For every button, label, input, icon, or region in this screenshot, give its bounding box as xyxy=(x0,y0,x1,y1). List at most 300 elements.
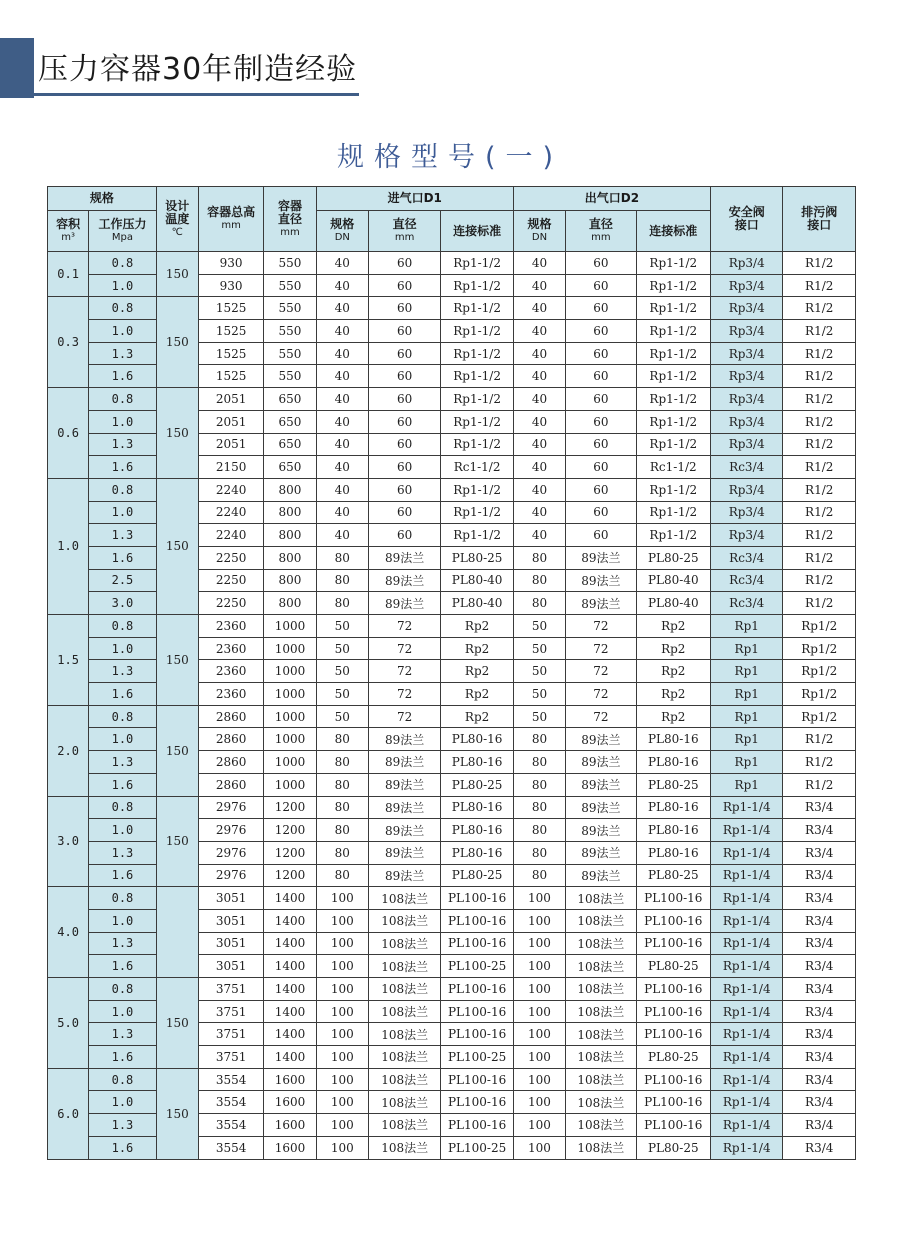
inlet-bore-cell: 60 xyxy=(368,365,440,388)
outlet-dn-cell: 80 xyxy=(513,546,565,569)
table-row xyxy=(48,887,856,910)
design-temp-cell: 150 xyxy=(156,1068,198,1159)
inlet-bore-cell: 60 xyxy=(368,501,440,524)
head-pressure-unit: Mpa xyxy=(111,232,134,243)
outlet-bore-cell: 89法兰 xyxy=(566,592,636,615)
drain-valve-cell: R1/2 xyxy=(783,365,856,388)
inlet-bore-cell: 60 xyxy=(368,433,440,456)
outlet-conn-cell: PL100-16 xyxy=(636,978,710,1001)
vessel-diameter-cell: 800 xyxy=(264,478,316,501)
pressure-cell: 1.6 xyxy=(89,864,156,887)
spec-table-body xyxy=(48,252,856,1160)
safety-valve-cell: Rp3/4 xyxy=(711,433,783,456)
outlet-conn-cell: Rp2 xyxy=(636,637,710,660)
outlet-conn-cell: PL80-25 xyxy=(636,1136,710,1159)
table-row xyxy=(48,978,856,1001)
inlet-conn-cell: Rp1-1/2 xyxy=(441,501,513,524)
inlet-dn-cell: 80 xyxy=(316,773,368,796)
design-temp-cell: 150 xyxy=(156,978,198,1069)
outlet-bore-cell: 60 xyxy=(566,274,636,297)
drain-valve-cell: R1/2 xyxy=(783,252,856,275)
head-volume-label: 容积 xyxy=(56,217,81,231)
inlet-conn-cell: PL80-16 xyxy=(441,819,513,842)
inlet-dn-cell: 80 xyxy=(316,841,368,864)
total-height-cell: 2860 xyxy=(198,773,263,796)
inlet-conn-cell: PL80-40 xyxy=(441,569,513,592)
pressure-cell: 1.0 xyxy=(89,410,156,433)
head-inlet-dn-line2: DN xyxy=(334,232,350,243)
outlet-bore-cell: 108法兰 xyxy=(566,1114,636,1137)
safety-valve-cell: Rp1-1/4 xyxy=(711,887,783,910)
inlet-bore-cell: 108法兰 xyxy=(368,887,440,910)
head-inlet-dn xyxy=(316,211,368,252)
inlet-bore-cell: 108法兰 xyxy=(368,1046,440,1069)
head-outlet-bore-unit: mm xyxy=(591,232,611,243)
inlet-dn-cell: 100 xyxy=(316,932,368,955)
outlet-dn-cell: 40 xyxy=(513,297,565,320)
outlet-conn-cell: Rp1-1/2 xyxy=(636,297,710,320)
inlet-conn-cell: PL100-25 xyxy=(441,955,513,978)
inlet-conn-cell: Rp1-1/2 xyxy=(441,297,513,320)
outlet-bore-cell: 60 xyxy=(566,342,636,365)
drain-valve-cell: R1/2 xyxy=(783,410,856,433)
inlet-conn-cell: PL80-25 xyxy=(441,546,513,569)
vessel-diameter-cell: 1200 xyxy=(264,864,316,887)
outlet-conn-cell: PL80-25 xyxy=(636,1046,710,1069)
safety-valve-cell: Rp1-1/4 xyxy=(711,841,783,864)
outlet-dn-cell: 100 xyxy=(513,1023,565,1046)
vessel-diameter-cell: 1000 xyxy=(264,660,316,683)
pressure-cell: 1.0 xyxy=(89,320,156,343)
outlet-conn-cell: PL80-16 xyxy=(636,751,710,774)
inlet-dn-cell: 100 xyxy=(316,1000,368,1023)
vessel-diameter-cell: 800 xyxy=(264,569,316,592)
inlet-bore-cell: 72 xyxy=(368,683,440,706)
total-height-cell: 2860 xyxy=(198,705,263,728)
total-height-cell: 2250 xyxy=(198,546,263,569)
vessel-diameter-cell: 1400 xyxy=(264,955,316,978)
outlet-bore-cell: 108法兰 xyxy=(566,1068,636,1091)
head-vessel-diameter-line1: 容器 xyxy=(277,198,302,213)
drain-valve-cell: R3/4 xyxy=(783,1000,856,1023)
outlet-conn-cell: Rp1-1/2 xyxy=(636,342,710,365)
inlet-dn-cell: 100 xyxy=(316,887,368,910)
pressure-cell: 1.3 xyxy=(89,841,156,864)
total-height-cell: 3051 xyxy=(198,932,263,955)
safety-valve-cell: Rp1 xyxy=(711,705,783,728)
vessel-diameter-cell: 550 xyxy=(264,365,316,388)
outlet-conn-cell: Rp1-1/2 xyxy=(636,478,710,501)
inlet-bore-cell: 60 xyxy=(368,410,440,433)
outlet-bore-cell: 108法兰 xyxy=(566,955,636,978)
safety-valve-cell: Rp3/4 xyxy=(711,524,783,547)
vessel-diameter-cell: 800 xyxy=(264,524,316,547)
pressure-cell: 0.8 xyxy=(89,796,156,819)
inlet-bore-cell: 72 xyxy=(368,705,440,728)
table-row xyxy=(48,297,856,320)
pressure-cell: 1.6 xyxy=(89,365,156,388)
inlet-dn-cell: 40 xyxy=(316,252,368,275)
outlet-bore-cell: 60 xyxy=(566,501,636,524)
inlet-dn-cell: 100 xyxy=(316,1068,368,1091)
outlet-dn-cell: 80 xyxy=(513,841,565,864)
pressure-cell: 0.8 xyxy=(89,615,156,638)
head-design-temp xyxy=(156,187,198,252)
vessel-diameter-cell: 1200 xyxy=(264,796,316,819)
inlet-conn-cell: Rp2 xyxy=(441,660,513,683)
inlet-conn-cell: PL100-16 xyxy=(441,1068,513,1091)
outlet-conn-cell: PL100-16 xyxy=(636,932,710,955)
outlet-conn-cell: PL100-16 xyxy=(636,887,710,910)
drain-valve-cell: R3/4 xyxy=(783,887,856,910)
outlet-conn-cell: Rp2 xyxy=(636,615,710,638)
total-height-cell: 2051 xyxy=(198,410,263,433)
inlet-conn-cell: PL100-16 xyxy=(441,1000,513,1023)
pressure-cell: 0.8 xyxy=(89,297,156,320)
outlet-dn-cell: 40 xyxy=(513,501,565,524)
inlet-bore-cell: 60 xyxy=(368,320,440,343)
outlet-bore-cell: 108法兰 xyxy=(566,887,636,910)
pressure-cell: 3.0 xyxy=(89,592,156,615)
outlet-dn-cell: 100 xyxy=(513,887,565,910)
volume-cell: 1.5 xyxy=(48,615,89,706)
inlet-conn-cell: Rc1-1/2 xyxy=(441,456,513,479)
outlet-dn-cell: 40 xyxy=(513,456,565,479)
outlet-dn-cell: 40 xyxy=(513,252,565,275)
inlet-bore-cell: 60 xyxy=(368,524,440,547)
pressure-cell: 1.0 xyxy=(89,1000,156,1023)
inlet-bore-cell: 89法兰 xyxy=(368,796,440,819)
pressure-cell: 0.8 xyxy=(89,252,156,275)
outlet-dn-cell: 50 xyxy=(513,615,565,638)
inlet-conn-cell: PL80-16 xyxy=(441,751,513,774)
outlet-dn-cell: 40 xyxy=(513,342,565,365)
inlet-dn-cell: 40 xyxy=(316,342,368,365)
head-inlet-conn: 连接标准 xyxy=(441,211,513,252)
safety-valve-cell: Rp1-1/4 xyxy=(711,796,783,819)
head-total-height-unit: mm xyxy=(221,220,241,231)
vessel-diameter-cell: 650 xyxy=(264,456,316,479)
drain-valve-cell: Rp1/2 xyxy=(783,683,856,706)
inlet-conn-cell: Rp1-1/2 xyxy=(441,252,513,275)
drain-valve-cell: Rp1/2 xyxy=(783,705,856,728)
inlet-bore-cell: 89法兰 xyxy=(368,751,440,774)
drain-valve-cell: R3/4 xyxy=(783,819,856,842)
outlet-bore-cell: 60 xyxy=(566,410,636,433)
safety-valve-cell: Rp1 xyxy=(711,751,783,774)
vessel-diameter-cell: 1600 xyxy=(264,1068,316,1091)
outlet-dn-cell: 40 xyxy=(513,388,565,411)
outlet-conn-cell: PL80-16 xyxy=(636,819,710,842)
head-inlet-bore xyxy=(368,211,440,252)
design-temp-cell: 150 xyxy=(156,297,198,388)
outlet-conn-cell: PL80-16 xyxy=(636,841,710,864)
vessel-diameter-cell: 800 xyxy=(264,546,316,569)
drain-valve-cell: R3/4 xyxy=(783,864,856,887)
vessel-diameter-cell: 1400 xyxy=(264,909,316,932)
design-temp-cell xyxy=(156,887,198,978)
safety-valve-cell: Rp3/4 xyxy=(711,274,783,297)
outlet-conn-cell: Rp2 xyxy=(636,683,710,706)
outlet-dn-cell: 100 xyxy=(513,932,565,955)
drain-valve-cell: R1/2 xyxy=(783,320,856,343)
inlet-conn-cell: PL80-16 xyxy=(441,841,513,864)
volume-cell: 3.0 xyxy=(48,796,89,887)
inlet-bore-cell: 89法兰 xyxy=(368,728,440,751)
total-height-cell: 1525 xyxy=(198,342,263,365)
outlet-dn-cell: 80 xyxy=(513,796,565,819)
outlet-dn-cell: 100 xyxy=(513,1000,565,1023)
inlet-bore-cell: 60 xyxy=(368,478,440,501)
inlet-bore-cell: 89法兰 xyxy=(368,546,440,569)
head-pressure-label: 工作压力 xyxy=(98,217,147,231)
outlet-bore-cell: 60 xyxy=(566,388,636,411)
pressure-cell: 1.6 xyxy=(89,955,156,978)
outlet-bore-cell: 89法兰 xyxy=(566,569,636,592)
outlet-conn-cell: PL100-16 xyxy=(636,1114,710,1137)
inlet-bore-cell: 60 xyxy=(368,274,440,297)
outlet-bore-cell: 89法兰 xyxy=(566,864,636,887)
vessel-diameter-cell: 800 xyxy=(264,501,316,524)
inlet-conn-cell: Rp1-1/2 xyxy=(441,478,513,501)
total-height-cell: 2976 xyxy=(198,796,263,819)
inlet-dn-cell: 80 xyxy=(316,819,368,842)
outlet-conn-cell: PL80-16 xyxy=(636,796,710,819)
volume-cell: 2.0 xyxy=(48,705,89,796)
outlet-bore-cell: 108法兰 xyxy=(566,1091,636,1114)
safety-valve-cell: Rp1-1/4 xyxy=(711,1023,783,1046)
outlet-dn-cell: 40 xyxy=(513,320,565,343)
volume-cell: 6.0 xyxy=(48,1068,89,1159)
total-height-cell: 2976 xyxy=(198,841,263,864)
total-height-cell: 2360 xyxy=(198,615,263,638)
outlet-dn-cell: 40 xyxy=(513,365,565,388)
total-height-cell: 3554 xyxy=(198,1114,263,1137)
pressure-cell: 1.0 xyxy=(89,274,156,297)
inlet-bore-cell: 89法兰 xyxy=(368,864,440,887)
safety-valve-cell: Rp1 xyxy=(711,683,783,706)
table-row xyxy=(48,615,856,638)
head-safety-valve xyxy=(711,187,783,252)
outlet-bore-cell: 60 xyxy=(566,478,636,501)
safety-valve-cell: Rp1 xyxy=(711,728,783,751)
inlet-conn-cell: Rp2 xyxy=(441,637,513,660)
inlet-dn-cell: 80 xyxy=(316,796,368,819)
inlet-conn-cell: Rp1-1/2 xyxy=(441,365,513,388)
volume-cell: 0.3 xyxy=(48,297,89,388)
inlet-dn-cell: 100 xyxy=(316,955,368,978)
pressure-cell: 1.6 xyxy=(89,546,156,569)
safety-valve-cell: Rp1-1/4 xyxy=(711,1136,783,1159)
inlet-dn-cell: 50 xyxy=(316,660,368,683)
safety-valve-cell: Rp1 xyxy=(711,615,783,638)
outlet-conn-cell: PL100-16 xyxy=(636,909,710,932)
outlet-bore-cell: 89法兰 xyxy=(566,796,636,819)
outlet-dn-cell: 80 xyxy=(513,592,565,615)
head-vessel-diameter xyxy=(264,187,316,252)
total-height-cell: 3554 xyxy=(198,1068,263,1091)
inlet-bore-cell: 60 xyxy=(368,297,440,320)
outlet-dn-cell: 40 xyxy=(513,433,565,456)
inlet-bore-cell: 108法兰 xyxy=(368,1023,440,1046)
inlet-dn-cell: 50 xyxy=(316,683,368,706)
inlet-bore-cell: 72 xyxy=(368,615,440,638)
inlet-dn-cell: 80 xyxy=(316,569,368,592)
safety-valve-cell: Rp3/4 xyxy=(711,501,783,524)
outlet-dn-cell: 50 xyxy=(513,637,565,660)
inlet-conn-cell: Rp2 xyxy=(441,683,513,706)
outlet-bore-cell: 108法兰 xyxy=(566,1023,636,1046)
inlet-dn-cell: 40 xyxy=(316,433,368,456)
safety-valve-cell: Rc3/4 xyxy=(711,456,783,479)
drain-valve-cell: R1/2 xyxy=(783,751,856,774)
vessel-diameter-cell: 1000 xyxy=(264,773,316,796)
inlet-dn-cell: 100 xyxy=(316,1114,368,1137)
drain-valve-cell: R1/2 xyxy=(783,297,856,320)
total-height-cell: 3554 xyxy=(198,1091,263,1114)
head-outlet: 出气口D2 xyxy=(513,187,710,211)
vessel-diameter-cell: 1400 xyxy=(264,932,316,955)
pressure-cell: 1.0 xyxy=(89,637,156,660)
outlet-dn-cell: 100 xyxy=(513,1114,565,1137)
outlet-conn-cell: Rp2 xyxy=(636,705,710,728)
drain-valve-cell: R1/2 xyxy=(783,501,856,524)
inlet-conn-cell: Rp1-1/2 xyxy=(441,320,513,343)
header-underline xyxy=(34,93,359,96)
outlet-bore-cell: 108法兰 xyxy=(566,909,636,932)
inlet-dn-cell: 100 xyxy=(316,1136,368,1159)
inlet-conn-cell: PL80-25 xyxy=(441,864,513,887)
total-height-cell: 3051 xyxy=(198,887,263,910)
vessel-diameter-cell: 1400 xyxy=(264,1023,316,1046)
inlet-conn-cell: PL100-16 xyxy=(441,909,513,932)
outlet-conn-cell: Rp1-1/2 xyxy=(636,524,710,547)
head-inlet: 进气口D1 xyxy=(316,187,513,211)
inlet-dn-cell: 50 xyxy=(316,615,368,638)
vessel-diameter-cell: 1400 xyxy=(264,887,316,910)
outlet-bore-cell: 108法兰 xyxy=(566,978,636,1001)
drain-valve-cell: R1/2 xyxy=(783,524,856,547)
pressure-cell: 1.6 xyxy=(89,773,156,796)
drain-valve-cell: R1/2 xyxy=(783,569,856,592)
head-total-height xyxy=(198,187,263,252)
vessel-diameter-cell: 550 xyxy=(264,320,316,343)
outlet-conn-cell: PL80-25 xyxy=(636,546,710,569)
drain-valve-cell: R3/4 xyxy=(783,1068,856,1091)
inlet-conn-cell: PL100-16 xyxy=(441,978,513,1001)
inlet-conn-cell: Rp1-1/2 xyxy=(441,524,513,547)
volume-cell: 0.1 xyxy=(48,252,89,297)
drain-valve-cell: Rp1/2 xyxy=(783,615,856,638)
pressure-cell: 1.3 xyxy=(89,433,156,456)
outlet-conn-cell: Rp1-1/2 xyxy=(636,410,710,433)
outlet-conn-cell: PL80-25 xyxy=(636,773,710,796)
inlet-dn-cell: 40 xyxy=(316,388,368,411)
safety-valve-cell: Rp1-1/4 xyxy=(711,978,783,1001)
outlet-bore-cell: 89法兰 xyxy=(566,546,636,569)
total-height-cell: 2150 xyxy=(198,456,263,479)
safety-valve-cell: Rp3/4 xyxy=(711,365,783,388)
safety-valve-cell: Rp1-1/4 xyxy=(711,955,783,978)
design-temp-cell: 150 xyxy=(156,478,198,614)
drain-valve-cell: R3/4 xyxy=(783,932,856,955)
total-height-cell: 2976 xyxy=(198,864,263,887)
inlet-bore-cell: 60 xyxy=(368,388,440,411)
table-row xyxy=(48,388,856,411)
vessel-diameter-cell: 550 xyxy=(264,252,316,275)
safety-valve-cell: Rp1-1/4 xyxy=(711,1114,783,1137)
inlet-bore-cell: 60 xyxy=(368,342,440,365)
pressure-cell: 1.3 xyxy=(89,751,156,774)
vessel-diameter-cell: 800 xyxy=(264,592,316,615)
inlet-bore-cell: 108法兰 xyxy=(368,932,440,955)
table-row xyxy=(48,796,856,819)
safety-valve-cell: Rp1 xyxy=(711,773,783,796)
safety-valve-cell: Rc3/4 xyxy=(711,592,783,615)
total-height-cell: 1525 xyxy=(198,365,263,388)
head-design-temp-unit: ℃ xyxy=(171,226,183,238)
outlet-conn-cell: PL80-25 xyxy=(636,955,710,978)
pressure-cell: 0.8 xyxy=(89,887,156,910)
total-height-cell: 3554 xyxy=(198,1136,263,1159)
drain-valve-cell: R3/4 xyxy=(783,955,856,978)
total-height-cell: 2360 xyxy=(198,660,263,683)
inlet-conn-cell: Rp1-1/2 xyxy=(441,433,513,456)
head-drain-valve xyxy=(783,187,856,252)
safety-valve-cell: Rp3/4 xyxy=(711,320,783,343)
total-height-cell: 2250 xyxy=(198,569,263,592)
outlet-conn-cell: PL80-40 xyxy=(636,592,710,615)
inlet-bore-cell: 108法兰 xyxy=(368,955,440,978)
inlet-dn-cell: 50 xyxy=(316,637,368,660)
pressure-cell: 1.0 xyxy=(89,909,156,932)
outlet-dn-cell: 80 xyxy=(513,751,565,774)
drain-valve-cell: R3/4 xyxy=(783,1091,856,1114)
drain-valve-cell: R1/2 xyxy=(783,456,856,479)
header-accent-bar xyxy=(0,38,34,98)
total-height-cell: 2860 xyxy=(198,751,263,774)
head-pressure xyxy=(89,211,156,252)
outlet-dn-cell: 40 xyxy=(513,410,565,433)
head-safety-valve-line2: 接口 xyxy=(734,218,759,232)
spec-table xyxy=(47,186,856,1160)
head-vessel-diameter-unit: mm xyxy=(280,226,300,238)
vessel-diameter-cell: 1400 xyxy=(264,1000,316,1023)
safety-valve-cell: Rp1 xyxy=(711,637,783,660)
vessel-diameter-cell: 550 xyxy=(264,342,316,365)
outlet-bore-cell: 89法兰 xyxy=(566,841,636,864)
inlet-dn-cell: 100 xyxy=(316,978,368,1001)
inlet-conn-cell: PL100-25 xyxy=(441,1136,513,1159)
drain-valve-cell: R3/4 xyxy=(783,1136,856,1159)
total-height-cell: 2860 xyxy=(198,728,263,751)
outlet-dn-cell: 100 xyxy=(513,1091,565,1114)
outlet-bore-cell: 72 xyxy=(566,615,636,638)
table-row xyxy=(48,1068,856,1091)
drain-valve-cell: R3/4 xyxy=(783,1046,856,1069)
total-height-cell: 3751 xyxy=(198,1046,263,1069)
safety-valve-cell: Rp1-1/4 xyxy=(711,864,783,887)
inlet-conn-cell: PL80-16 xyxy=(441,796,513,819)
pressure-cell: 0.8 xyxy=(89,388,156,411)
outlet-bore-cell: 60 xyxy=(566,252,636,275)
drain-valve-cell: R3/4 xyxy=(783,841,856,864)
pressure-cell: 0.8 xyxy=(89,1068,156,1091)
inlet-dn-cell: 40 xyxy=(316,501,368,524)
total-height-cell: 2360 xyxy=(198,683,263,706)
inlet-bore-cell: 108法兰 xyxy=(368,1136,440,1159)
inlet-bore-cell: 89法兰 xyxy=(368,819,440,842)
